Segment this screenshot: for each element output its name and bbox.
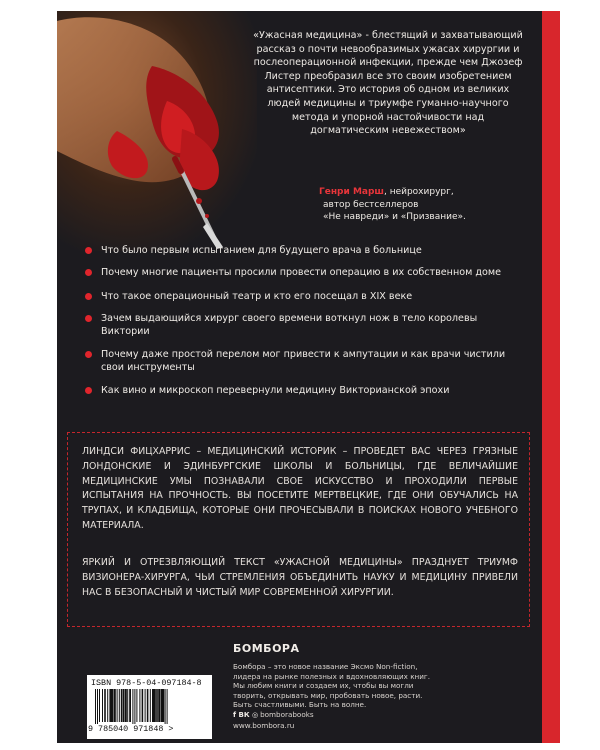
- barcode-bar: [99, 689, 100, 722]
- isbn-number: ISBN 978-5-04-097184-8: [91, 678, 202, 688]
- barcode-bars: [93, 689, 206, 727]
- quote-attribution: [319, 186, 529, 224]
- barcode-bar: [95, 689, 96, 727]
- barcode-bar: [123, 689, 125, 722]
- isbn-barcode: [87, 675, 212, 739]
- barcode-bar: [136, 689, 137, 722]
- description-paragraph-2: ЯРКИЙ И ОТРЕЗВЛЯЮЩИЙ ТЕКСТ «УЖАСНОЙ МЕДИЦИНЫ» ПРАЗДНУЕТ ТРИУМФ ВИЗИОНЕРА-ХИРУРГА, ЧЬИ СТРЕМЛЕНИЯ ОБЪЕДИНИТЬ НАУКУ И МЕДИЦИНУ ПРИВЕЛИ НАС В БЕЗОПАСНЫЙ И ЧИСТЫЙ МИР СОВРЕМЕННОЙ ХИРУРГИИ.: [82, 557, 518, 598]
- social-links: [233, 710, 314, 719]
- barcode-bar: [160, 689, 162, 722]
- social-handle: bomborabooks: [260, 710, 314, 719]
- barcode-bar: [129, 689, 131, 722]
- bullet-dot-icon: [85, 293, 92, 300]
- bullet-dot-icon: [85, 387, 92, 394]
- barcode-bar: [119, 689, 120, 722]
- list-item: Почему даже простой перелом мог привести к ампутации и как врачи чистили свои инструменты: [85, 348, 515, 375]
- barcode-bar: [134, 689, 135, 727]
- list-item: Что такое операционный театр и кто его посещал в XIX веке: [85, 290, 515, 304]
- publisher-logo: БОМБОРА: [233, 642, 300, 655]
- barcode-bar: [125, 689, 127, 722]
- barcode-bar: [97, 689, 98, 727]
- red-spine-strip: [542, 11, 560, 743]
- barcode-bar: [117, 689, 118, 722]
- bullet-dot-icon: [85, 315, 92, 322]
- bullet-dot-icon: [85, 351, 92, 358]
- barcode-bar: [147, 689, 149, 722]
- bullet-dot-icon: [85, 269, 92, 276]
- barcode-bar: [127, 689, 128, 722]
- review-quote: «Ужасная медицина» - блестящий и захватывающий рассказ о почти невообразимых ужасах хирургии и послеоперационной инфекции, прежде чем Джозеф Листер преобразил все это своим изобретением антисептики. Это история об одном из великих людей медицины и триумфе гуманно-научного метода и упорной настойчивости над догматическим невежеством»: [253, 30, 523, 137]
- quote-author: Генри Марш: [319, 187, 384, 197]
- barcode-bar: [156, 689, 158, 722]
- publisher-description: Бомбора – это новое название Эксмо Non-fiction, лидера на рынке полезных и вдохновляющих книг. Мы любим книги и создаем их, чтобы вы могли творить, открывать мир, пробовать новое, расти. Быть счастливыми. Быть на волне.: [233, 662, 430, 710]
- bloody-hand-with-scalpel-illustration: [57, 11, 257, 251]
- list-item: Почему многие пациенты просили провести операцию в их собственном доме: [85, 266, 515, 280]
- description-paragraph-1: ЛИНДСИ ФИЦХАРРИС – МЕДИЦИНСКИЙ ИСТОРИК – ПРОВЕДЕТ ВАС ЧЕРЕЗ ГРЯЗНЫЕ ЛОНДОНСКИЕ И ЭДИНБУРГСКИЕ ШКОЛЫ И БОЛЬНИЦЫ, ГДЕ ВЕЛИЧАЙШИЕ МЕДИЦИНСКИЕ УМЫ ПОЗНАВАЛИ СВОЕ ИСКУССТВО И ПРОХОДИЛИ ПЕРВЫЕ ИСПЫТАНИЯ НА ПРОЧНОСТЬ. ВЫ ПОСЕТИТЕ МЕРТВЕЦКИЕ, ГДЕ ОНИ ОБУЧАЛИСЬ НА ТРУПАХ, И КЛАДБИЩА, КОТОРЫЕ ОНИ ПРОЧЕСЫВАЛИ В ПОИСКАХ НОВОГО УЧЕБНОГО МАТЕРИАЛА.: [82, 446, 518, 531]
- barcode-bar: [142, 689, 144, 722]
- barcode-bar: [114, 689, 116, 722]
- barcode-bar: [132, 689, 133, 727]
- back-cover: [57, 11, 542, 743]
- barcode-bar: [109, 689, 111, 722]
- barcode-bar: [145, 689, 146, 722]
- barcode-bar: [107, 689, 108, 722]
- quote-author-books: «Не навреди» и «Призвание».: [323, 212, 466, 222]
- barcode-bar: [102, 689, 103, 722]
- barcode-bar: [104, 689, 106, 722]
- barcode-bar: [152, 689, 154, 722]
- barcode-bar: [121, 689, 123, 722]
- list-item: Как вино и микроскоп перевернули медицину Викторианской эпохи: [85, 384, 515, 398]
- feature-bullet-list: [85, 244, 515, 397]
- ean-digits: 9 785040 971848 >: [88, 724, 174, 734]
- barcode-bar: [158, 689, 160, 722]
- social-icons: f ВК ◎: [233, 710, 259, 719]
- list-item: Что было первым испытанием для будущего врача в больнице: [85, 244, 515, 258]
- quote-author-credentials: автор бестселлеров: [323, 199, 419, 210]
- barcode-bar: [139, 689, 140, 722]
- barcode-bar: [165, 689, 166, 727]
- barcode-bar: [154, 689, 156, 722]
- barcode-bar: [162, 689, 164, 722]
- publisher-website: www.bombora.ru: [233, 721, 295, 730]
- quote-author-role: , нейрохирург,: [383, 187, 454, 197]
- list-item: Зачем выдающийся хирург своего времени воткнул нож в тело королевы Виктории: [85, 312, 515, 339]
- barcode-bar: [167, 689, 168, 727]
- barcode-bar: [150, 689, 151, 722]
- description-box: [67, 432, 530, 627]
- bullet-dot-icon: [85, 247, 92, 254]
- barcode-bar: [111, 689, 113, 722]
